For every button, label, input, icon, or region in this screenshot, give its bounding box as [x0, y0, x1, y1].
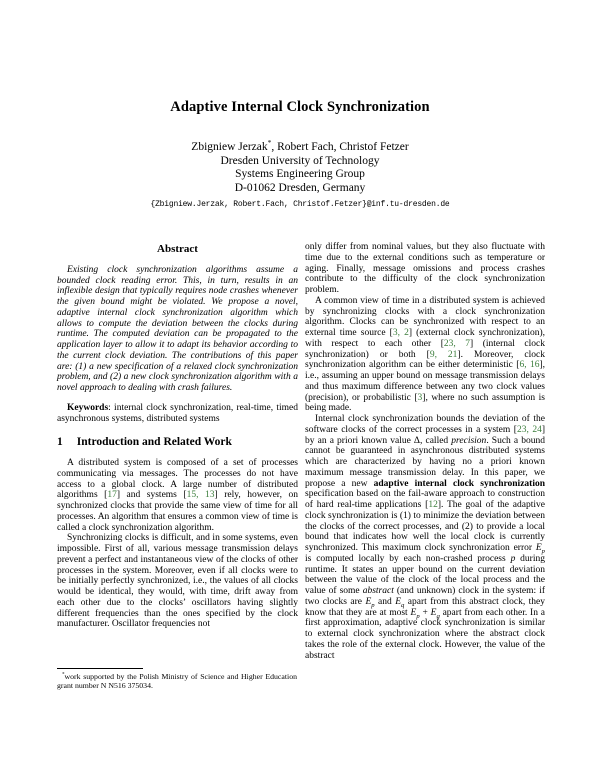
right-paragraph-2: A common view of time in a distributed system is achieved by synchronizing clocks with a clock synchronization algorithm. Clocks can be synchronized with respect to an external time source [3, 2] (external clock synchronization), with respect to each other [23, 7] (internal clock synchronization) or both [9, 21]. Moreover, clock synchronization algorithm can be either deterministic [6, 16], i.e., assuming an upper bound on message transmission delays and thus maximum difference between any two clock values (precision), or probabilistic [3], where no such assumption is being made. — [305, 295, 546, 414]
citation-link[interactable]: 23, 7 — [443, 338, 471, 349]
affiliation-line-2: Systems Engineering Group — [235, 168, 365, 180]
citation-link[interactable]: 9, 21 — [429, 349, 458, 360]
left-column — [57, 242, 298, 630]
abstract-text: Existing clock synchronization algorithms assume a bounded clock reading error. This, in turn, results in an inflexible design that typically requires node crashes whenever the given bound might be violated. We propose a novel, adaptive internal clock synchronization algorithm which allows to compute the deviation between the clocks during runtime. The computed deviation can be propagated to the application layer to allow it to adapt its behavior according to the current clock deviation. The contributions of this paper are: (1) a new specification of a relaxed clock synchronization problem, and (2) a new clock synchronization algorithm with a novel approach to dealing with crash failures. — [57, 264, 298, 393]
citation-link[interactable]: 3, 2 — [392, 328, 409, 338]
intro-paragraph-1: A distributed system is composed of a set of processes communicating via messages. The processes do not have access to a global clock. A large number of distributed algorithms [17] and systems [15, 13] rely, however, on synchronized clocks that provide the same view of time for all processes. An algorithm that ensures a common view of time is called a clock synchronization algorithm. — [57, 458, 298, 533]
affiliation-line-3: D-01062 Dresden, Germany — [234, 181, 366, 194]
right-paragraph-3: Internal clock synchronization bounds the deviation of the software clocks of the correct processes in a system [23, 24] by an a priori known value Δ, called precision. Such a bound cannot be guaranteed in asynchronous distributed systems which are characterized by having no a priori known maximum message transmission delay. In this paper, we propose a new adaptive internal clock synchronization specification based on the fail-aware approach to construction of hard real-time applications [12]. The goal of the adaptive clock synchronization is (1) to minimize the deviation between the clocks of the correct processes, and (2) to provide a local bound that indicates how well the local clock is currently synchronized. This maximum clock synchronization error $E_p$ is computed locally by each non-crashed process p during runtime. It states an upper bound on the current deviation between the value of the clock of the local process and the value of some abstract (and unknown) clock in the system: if two clocks are $E_p$ and $E_q$ apart from this abstract clock, they know that they are at most $E_p + E_q$ apart from each other. In a first approximation, adaptive clock synchronization is similar to external clock synchronization where the abstract clock takes the role of the external clock. However, the value of the abstract — [305, 414, 546, 661]
citation-link[interactable]: 15, 13 — [186, 490, 215, 501]
intro-paragraph-2: Synchronizing clocks is difficult, and in some systems, even impossible. First of all, various message transmission delays prevent a perfect and instantaneous view of the clocks of other processes in the system. Moreover, even if all clocks were to be initially perfectly synchronized, i.e., the values of all clocks would be identical, they would, with time, drift away from each other due to the clocks’ oscillators having slightly different frequencies than the ones specified by the clock manufacturer. Oscillator frequencies not — [57, 533, 298, 630]
footnote-text: *work supported by the Polish Ministry of Science and Higher Education grant number N N516 375034. — [57, 671, 297, 691]
abstract-heading: Abstract — [157, 243, 198, 255]
footnote-block — [57, 668, 297, 691]
footnote-rule — [57, 668, 143, 669]
affiliation-line-1: Dresden University of Technology — [220, 154, 380, 167]
keywords: Keywords: internal clock synchronization, real-time, timed asynchronous systems, distributed systems — [57, 402, 298, 424]
right-paragraph-1: only differ from nominal values, but they also fluctuate with time due to the external conditions such as temperature or aging. Finally, message omissions and process crashes contribute to the difficulty of the clock synchronization problem. — [305, 242, 545, 295]
section-title: Introduction and Related Work — [76, 436, 232, 449]
citation-link[interactable]: 23, 24 — [516, 424, 542, 435]
email-line: {Zbigniew.Jerzak, Robert.Fach, Christof.Fetzer}@inf.tu-dresden.de — [150, 200, 450, 209]
author-line: Zbigniew Jerzak*, Robert Fach, Christof Fetzer — [191, 138, 409, 153]
section-number: 1 — [57, 436, 63, 449]
right-column — [305, 242, 545, 661]
citation-link[interactable]: 12 — [428, 500, 438, 510]
author-block — [0, 138, 600, 212]
citation-link[interactable]: 17 — [107, 490, 117, 501]
citation-link[interactable]: 3 — [417, 392, 423, 403]
section-heading-1 — [57, 437, 298, 448]
page-title: Adaptive Internal Clock Synchronization — [170, 99, 430, 115]
citation-link[interactable]: 6, 16 — [519, 360, 540, 371]
